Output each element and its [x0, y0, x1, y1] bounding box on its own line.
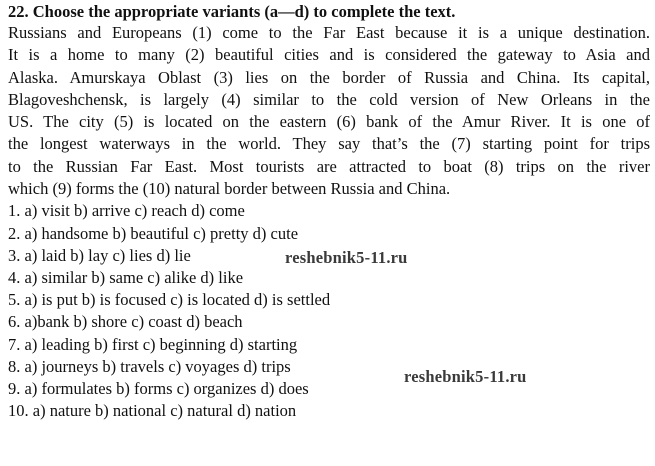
answer-option: 7. a) leading b) first c) beginning d) starting: [8, 334, 298, 354]
answer-option: 1. a) visit b) arrive c) reach d) come: [8, 201, 245, 221]
answer-option: 4. a) similar b) same c) alike d) like: [8, 267, 244, 287]
text-line: Russians and Europeans (1) come to the Far East because it is a unique destination.: [8, 23, 650, 42]
text-line: which (9) forms the (10) natural border between Russia and China.: [8, 179, 451, 199]
answer-option: 2. a) handsome b) beautiful c) pretty d) cute: [8, 223, 299, 243]
answer-option: 8. a) journeys b) travels c) voyages d) trips: [8, 356, 291, 376]
answer-option: 3. a) laid b) lay c) lies d) lie: [8, 245, 191, 265]
text-line: Blagoveshchensk, is largely (4) similar to the cold version of New Orleans in the: [8, 89, 650, 109]
text-line: It is a home to many (2) beautiful cities and is considered the gateway to Asia and: [8, 45, 650, 65]
answer-option: 5. a) is put b) is focused c) is located d) is settled: [8, 290, 331, 310]
answer-options-list: [8, 200, 650, 422]
answer-option: 9. a) formulates b) forms c) organizes d) does: [8, 379, 309, 398]
text-line: US. The city (5) is located on the eastern (6) bank of the Amur River. It is one of: [8, 112, 650, 132]
answer-option: 6. a)bank b) shore c) coast d) beach: [8, 312, 243, 332]
text-line: to the Russian Far East. Most tourists are attracted to boat (8) trips on the river: [8, 156, 650, 176]
exercise-heading: 22. Choose the appropriate variants (a—d) to complete the text.: [8, 2, 456, 21]
text-line: the longest waterways in the world. They say that’s the (7) starting point for trips: [8, 134, 650, 154]
exercise-text: [8, 22, 650, 200]
answer-option: 10. a) nature b) national c) natural d) nation: [8, 401, 297, 421]
watermark: reshebnik5-11.ru: [404, 367, 527, 386]
watermark: reshebnik5-11.ru: [285, 248, 408, 267]
exercise-page: [8, 2, 650, 422]
text-line: Alaska. Amurskaya Oblast (3) lies on the border of Russia and China. Its capital,: [8, 67, 650, 87]
